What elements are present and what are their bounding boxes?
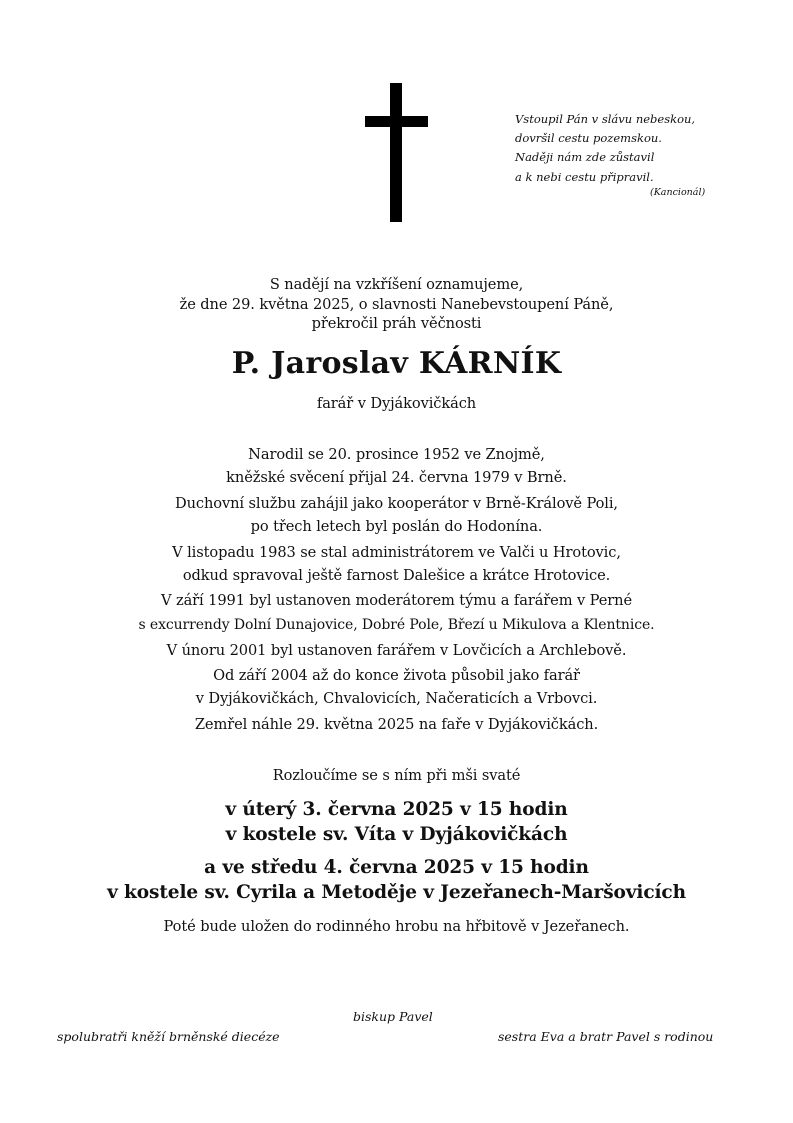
intro-line: překročil práh věčnosti [311, 315, 482, 332]
bio-line: odkud spravoval ještě farnost Dalešice a krátce Hrotovice. [182, 567, 611, 584]
mass-line: a ve středu 4. června 2025 v 15 hodin [204, 857, 589, 878]
bio-line: kněžské svěcení přijal 24. června 1979 v Brně. [226, 469, 567, 486]
bio-line: Narodil se 20. prosince 1952 ve Znojmě, [248, 446, 545, 463]
intro-line: že dne 29. května 2025, o slavnosti Nanebevstoupení Páně, [179, 296, 614, 313]
mass-line: v kostele sv. Víta v Dyjákovičkách [225, 824, 568, 845]
bio-line: V září 1991 byl ustanoven moderátorem týmu a farářem v Perné [161, 592, 632, 609]
deceased-name: P. Jaroslav KÁRNÍK [231, 346, 562, 381]
mass-line: v úterý 3. června 2025 v 15 hodin [225, 799, 568, 820]
poem-line: dovršil cestu pozemskou. [515, 131, 662, 146]
signature-right: sestra Eva a bratr Pavel s rodinou [498, 1029, 714, 1044]
bio-line: Od září 2004 až do konce života působil jako farář [213, 667, 580, 684]
cross-horizontal-bar [365, 116, 428, 127]
mass-line: v kostele sv. Cyrila a Metoděje v Jezeřanech-Maršovicích [107, 882, 686, 903]
poem [515, 110, 695, 187]
bio-line: s excurrendy Dolní Dunajovice, Dobré Pole, Březí u Mikulova a Klentnice. [138, 617, 655, 633]
farewell-intro: Rozloučíme se s ním při mši svaté [272, 767, 521, 784]
cross-vertical-bar [390, 83, 402, 222]
bio-line: v Dyjákovičkách, Chvalovicích, Načeraticích a Vrbovci. [195, 690, 598, 707]
bio-line: Duchovní službu zahájil jako kooperátor v Brně-Králově Poli, [175, 495, 618, 512]
intro-line: S nadějí na vzkříšení oznamujeme, [269, 276, 524, 293]
poem-line: Vstoupil Pán v slávu nebeskou, [515, 112, 696, 126]
poem-line: Naději nám zde zůstavil [515, 150, 655, 165]
bio-line: Zemřel náhle 29. května 2025 na faře v Dyjákovičkách. [194, 716, 599, 733]
bio-line: po třech letech byl poslán do Hodonína. [250, 518, 543, 535]
bio-line: V listopadu 1983 se stal administrátorem ve Valči u Hrotovic, [172, 544, 621, 561]
poem-line: a k nebi cestu připravil. [515, 169, 654, 184]
signature-center: biskup Pavel [353, 1009, 433, 1024]
bio-line: V únoru 2001 byl ustanoven farářem v Lovčicích a Archlebově. [166, 642, 627, 659]
burial-note: Poté bude uložen do rodinného hrobu na hřbitově v Jezeřanech. [163, 918, 630, 935]
poem-source: (Kancionál) [650, 187, 706, 198]
signature-left: spolubratři kněží brněnské diecéze [57, 1029, 280, 1044]
deceased-role: farář v Dyjákovičkách [316, 395, 477, 412]
